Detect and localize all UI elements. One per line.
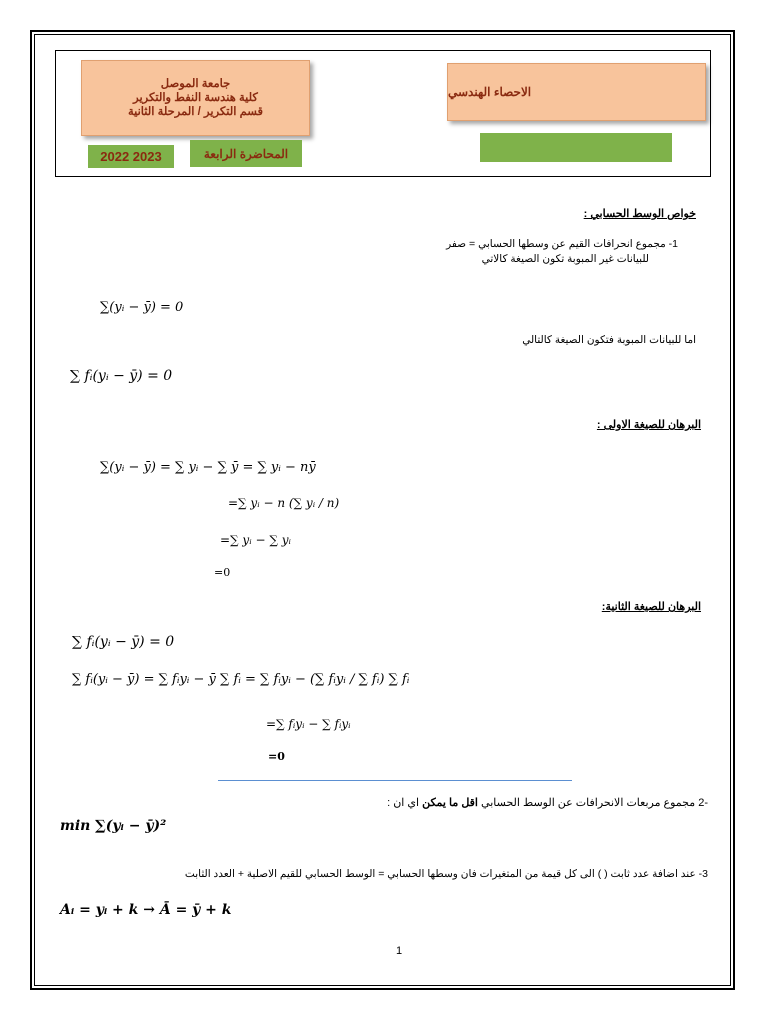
item2-bold: اقل ما يمكن — [422, 797, 478, 809]
equation-min: min ∑(yᵢ − ȳ)² — [60, 818, 167, 834]
proof2-title: البرهان للصيغة الثانية: — [601, 601, 701, 613]
academic-year-badge: 2022 2023 — [88, 145, 174, 168]
divider-line — [218, 780, 572, 781]
equation-grouped: ∑ fᵢ(yᵢ − ȳ) = 0 — [70, 368, 173, 384]
lecture-badge: المحاضرة الرابعة — [190, 140, 302, 167]
proof1-line1: ∑(yᵢ − ȳ) = ∑ yᵢ − ∑ ȳ = ∑ yᵢ − nȳ — [100, 460, 316, 475]
grouped-text: اما للبيانات المبوبة فتكون الصيغة كالتالي — [522, 334, 696, 346]
item1-line2: للبيانات غير المبوبة تكون الصيغة كالاتي — [481, 253, 649, 265]
proof1-title: البرهان للصيغة الاولى : — [596, 419, 701, 431]
item2-prefix: -2 مجموع مربعات الانحرافات عن الوسط الحسابي — [481, 797, 708, 809]
proof2-line3: =∑ fᵢyᵢ − ∑ fᵢyᵢ — [266, 717, 351, 731]
university-box — [81, 60, 310, 136]
equation-shift: Aᵢ = yᵢ + k → Ā = ȳ + k — [60, 902, 232, 918]
item2-suffix: اي ان : — [387, 797, 420, 809]
proof1-line2: =∑ yᵢ − n (∑ yᵢ / n) — [228, 496, 340, 510]
proof2-line1: ∑ fᵢ(yᵢ − ȳ) = 0 — [72, 634, 175, 650]
proof2-line4: =0 — [268, 750, 285, 763]
item1-line1: 1- مجموع انحرافات القيم عن وسطها الحسابي = صفر — [446, 238, 678, 250]
item3-text: 3- عند اضافة عدد ثابت ( ) الى كل قيمة من المتغيرات فان وسطها الحسابي = الوسط الحسابي للقيم الاصلية + العدد الثابت — [184, 868, 708, 880]
green-banner — [480, 133, 672, 162]
proof1-line4: =0 — [214, 566, 231, 579]
college-name: كلية هندسة النفط والتكرير — [133, 92, 258, 104]
section-title: خواص الوسط الحسابي : — [583, 208, 696, 220]
proof1-line3: =∑ yᵢ − ∑ yᵢ — [220, 533, 291, 547]
subject-box — [447, 63, 706, 121]
proof2-line2: ∑ fᵢ(yᵢ − ȳ) = ∑ fᵢyᵢ − ȳ ∑ fᵢ = ∑ fᵢyᵢ − (∑ fᵢyᵢ / ∑ fᵢ) ∑ fᵢ — [72, 672, 410, 687]
department-name: قسم التكرير / المرحلة الثانية — [127, 106, 264, 118]
equation-ungrouped: ∑(yᵢ − ȳ) = 0 — [100, 300, 184, 315]
item2-text — [387, 796, 708, 809]
university-name: جامعة الموصل — [160, 78, 231, 90]
page-number: 1 — [396, 945, 403, 957]
subject-title: الاحصاء الهندسي — [448, 85, 532, 99]
